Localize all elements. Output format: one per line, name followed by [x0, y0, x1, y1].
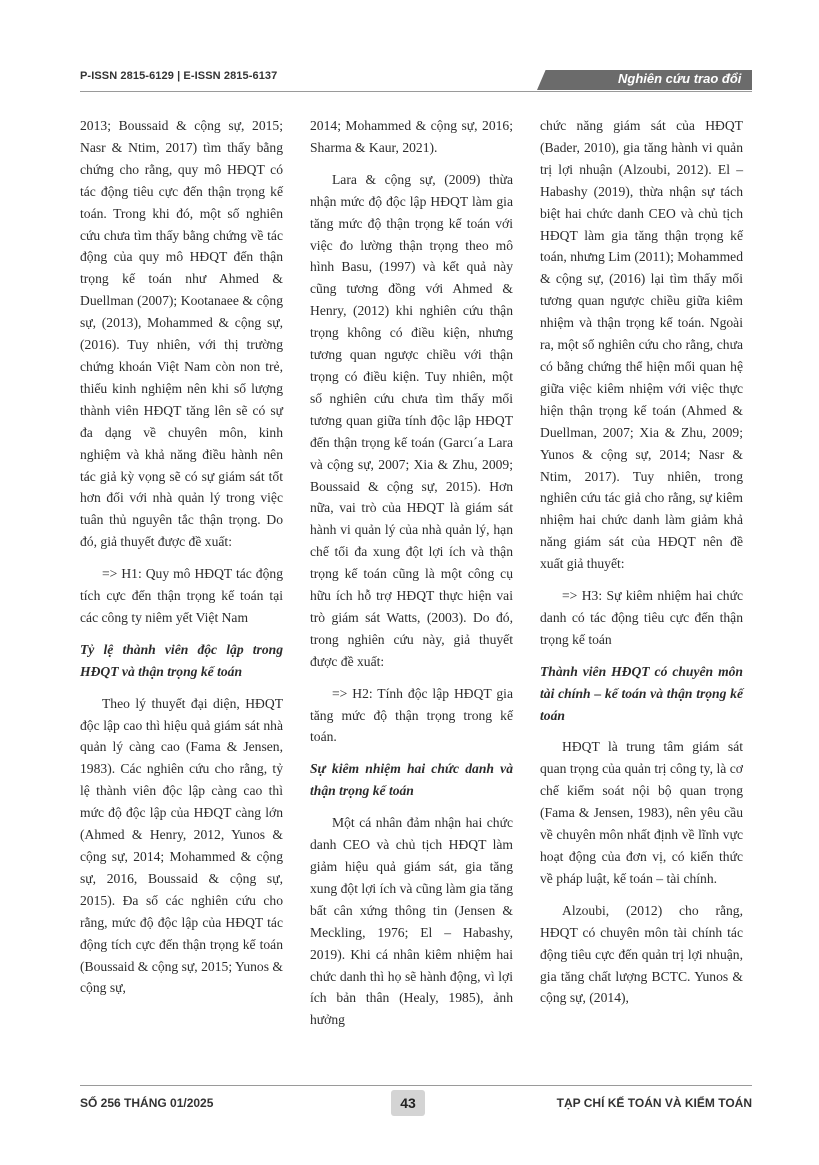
subheading: Thành viên HĐQT có chuyên môn tài chính – kế toán và thận trọng kế toán — [540, 663, 743, 723]
paragraph: chức năng giám sát của HĐQT (Bader, 2010), gia tăng hành vi quản trị lợi nhuận (Alzoubi, 2012). El – Habashy (2019), thừa nhận sự tách biệt hai chức danh CEO và chủ tịch HĐQT làm gia tăng thận trọng kế toán, nhưng Lim (2011); Mohammed & cộng sự, (2016) lại tìm thấy mối tương quan ngược chiều giữa kiêm nhiệm và thận trọng kế toán. Ngoài ra, một số nghiên cứu cho rằng, chưa có bằng chứng thể hiện mối quan hệ giữa việc kiêm nhiệm với việc thực hiện thận trọng kế toán (Ahmed & Duellman, 2007; Xia & Zhu, 2009; Yunos & cộng sự, 2014; Nasr & Ntim, 2017). Tuy nhiên, trong nghiên cứu tác giả cho rằng, sự kiêm nhiệm hai chức danh làm giảm khả năng giám sát của HĐQT nên đề xuất giả thuyết: — [540, 118, 743, 572]
paragraph: HĐQT là trung tâm giám sát quan trọng của quản trị công ty, là cơ chế kiểm soát nội bộ quan trọng (Fama & Jensen, 1983), nên yêu cầu về chuyên môn nhất định về lĩnh vực hoạt động của đơn vị, có kiến thức về pháp luật, kế toán – tài chính. — [540, 739, 743, 886]
header-divider — [80, 91, 752, 92]
footer-divider — [80, 1085, 752, 1086]
page-number: 43 — [391, 1090, 425, 1116]
subheading: Tỷ lệ thành viên độc lập trong HĐQT và thận trọng kế toán — [80, 641, 283, 679]
subheading: Sự kiêm nhiệm hai chức danh và thận trọng kế toán — [310, 761, 513, 799]
hypothesis-h1: => H1: Quy mô HĐQT tác động tích cực đến thận trọng kế toán tại các công ty niêm yết Việt Nam — [80, 566, 283, 625]
section-title: Nghiên cứu trao đổi — [618, 71, 742, 86]
hypothesis-h2: => H2: Tính độc lập HĐQT gia tăng mức độ thận trọng trong kế toán. — [310, 685, 513, 745]
hypothesis-h3: => H3: Sự kiêm nhiệm hai chức danh có tác động tiêu cực đến thận trọng kế toán — [540, 588, 743, 647]
paragraph: Alzoubi, (2012) cho rằng, HĐQT có chuyên môn tài chính tác động tiêu cực đến quản trị lợi nhuận, gia tăng chất lượng BCTC. Yunos & cộng sự, (2014), — [540, 902, 743, 1006]
journal-name: TẠP CHÍ KẾ TOÁN VÀ KIỂM TOÁN — [556, 1096, 752, 1110]
paragraph: Theo lý thuyết đại diện, HĐQT độc lập cao thì hiệu quả giám sát nhà quản lý càng cao (Fama & Jensen, 1983). Các nghiên cứu cho rằng, tỷ lệ thành viên độc lập càng cao thì mức độ độc lập của HĐQT càng lớn (Ahmed & Henry, 2012, Yunos & cộng sự, 2014; Mohammed & cộng sự, 2016, Boussaid & cộng sự, 2015). Đa số các nghiên cứu cho rằng, mức độ độc lập của HĐQT tác động tích cực đến thận trọng kế toán (Boussaid & cộng sự, 2015; Yunos & cộng sự, — [80, 695, 283, 996]
article-column-3 — [540, 115, 743, 1009]
paragraph: Một cá nhân đảm nhận hai chức danh CEO và chủ tịch HĐQT làm giảm hiệu quả giám sát, gia tăng xung đột lợi ích và cũng làm gia tăng bất cân xứng thông tin (Jensen & Meckling, 1976; El – Habashy, 2019). Khi cá nhân kiêm nhiệm hai chức danh thì họ sẽ hành động, vì lợi ích bản thân (Healy, 1985), ảnh hưởng — [310, 815, 513, 1028]
issn-line: P-ISSN 2815-6129 | E-ISSN 2815-6137 — [80, 70, 278, 82]
article-column-2 — [310, 115, 513, 1031]
paragraph: Lara & cộng sự, (2009) thừa nhận mức độ độc lập HĐQT làm gia tăng mức độ thận trọng kế toán với việc đo lường thận trọng theo mô hình Basu, (1997) và kết quả này cũng tương đồng với Ahmed & Henry, (2012) khi nghiên cứu thận trọng không có điều kiện, nhưng tương quan ngược chiều với thận trọng có điều kiện. Tuy nhiên, một số nghiên cứu chưa tìm thấy mối tương quan giữa tính độc lập HĐQT đến thận trọng kế toán (Garcı´a Lara và cộng sự, 2007; Xia & Zhu, 2009; Boussaid & cộng sự, 2015). Hơn nữa, vai trò của HĐQT là giám sát hành vi quản lý của nhà quản lý, hạn chế tối đa xung đột lợi ích và thận trọng kế toán cũng là một công cụ hữu ích hỗ trợ HĐQT thực hiện vai trò giám sát Watts, (2003). Do đó, trong nghiên cứu này, giả thuyết được đề xuất: — [310, 171, 513, 669]
issue-label: SỐ 256 THÁNG 01/2025 — [80, 1096, 214, 1110]
article-column-1 — [80, 115, 283, 999]
paragraph: 2014; Mohammed & cộng sự, 2016; Sharma & Kaur, 2021). — [310, 118, 513, 155]
paragraph: 2013; Boussaid & cộng sự, 2015; Nasr & Ntim, 2017) tìm thấy bằng chứng cho rằng, quy mô HĐQT có tác động tiêu cực đến thận trọng kế toán. Trong khi đó, một số nghiên cứu chưa tìm thấy bằng chứng về tác động của quy mô HĐQT đến thận trọng kế toán như Ahmed & Duellman (2007); Kootanaee & cộng sự, (2013), Mohammed & cộng sự, (2016). Tuy nhiên, với thị trường chứng khoán Việt Nam còn non trẻ, thiếu kinh nghiệm nên khi số lượng thành viên HĐQT tăng lên sẽ có sự đa dạng về chuyên môn, kinh nghiệm và khả năng điều hành nên tác giả kỳ vọng sẽ có sự giám sát tốt hơn đối với nhà quản lý trong việc tuân thủ nguyên tắc thận trọng. Do đó, giả thuyết được đề xuất: — [80, 118, 283, 550]
